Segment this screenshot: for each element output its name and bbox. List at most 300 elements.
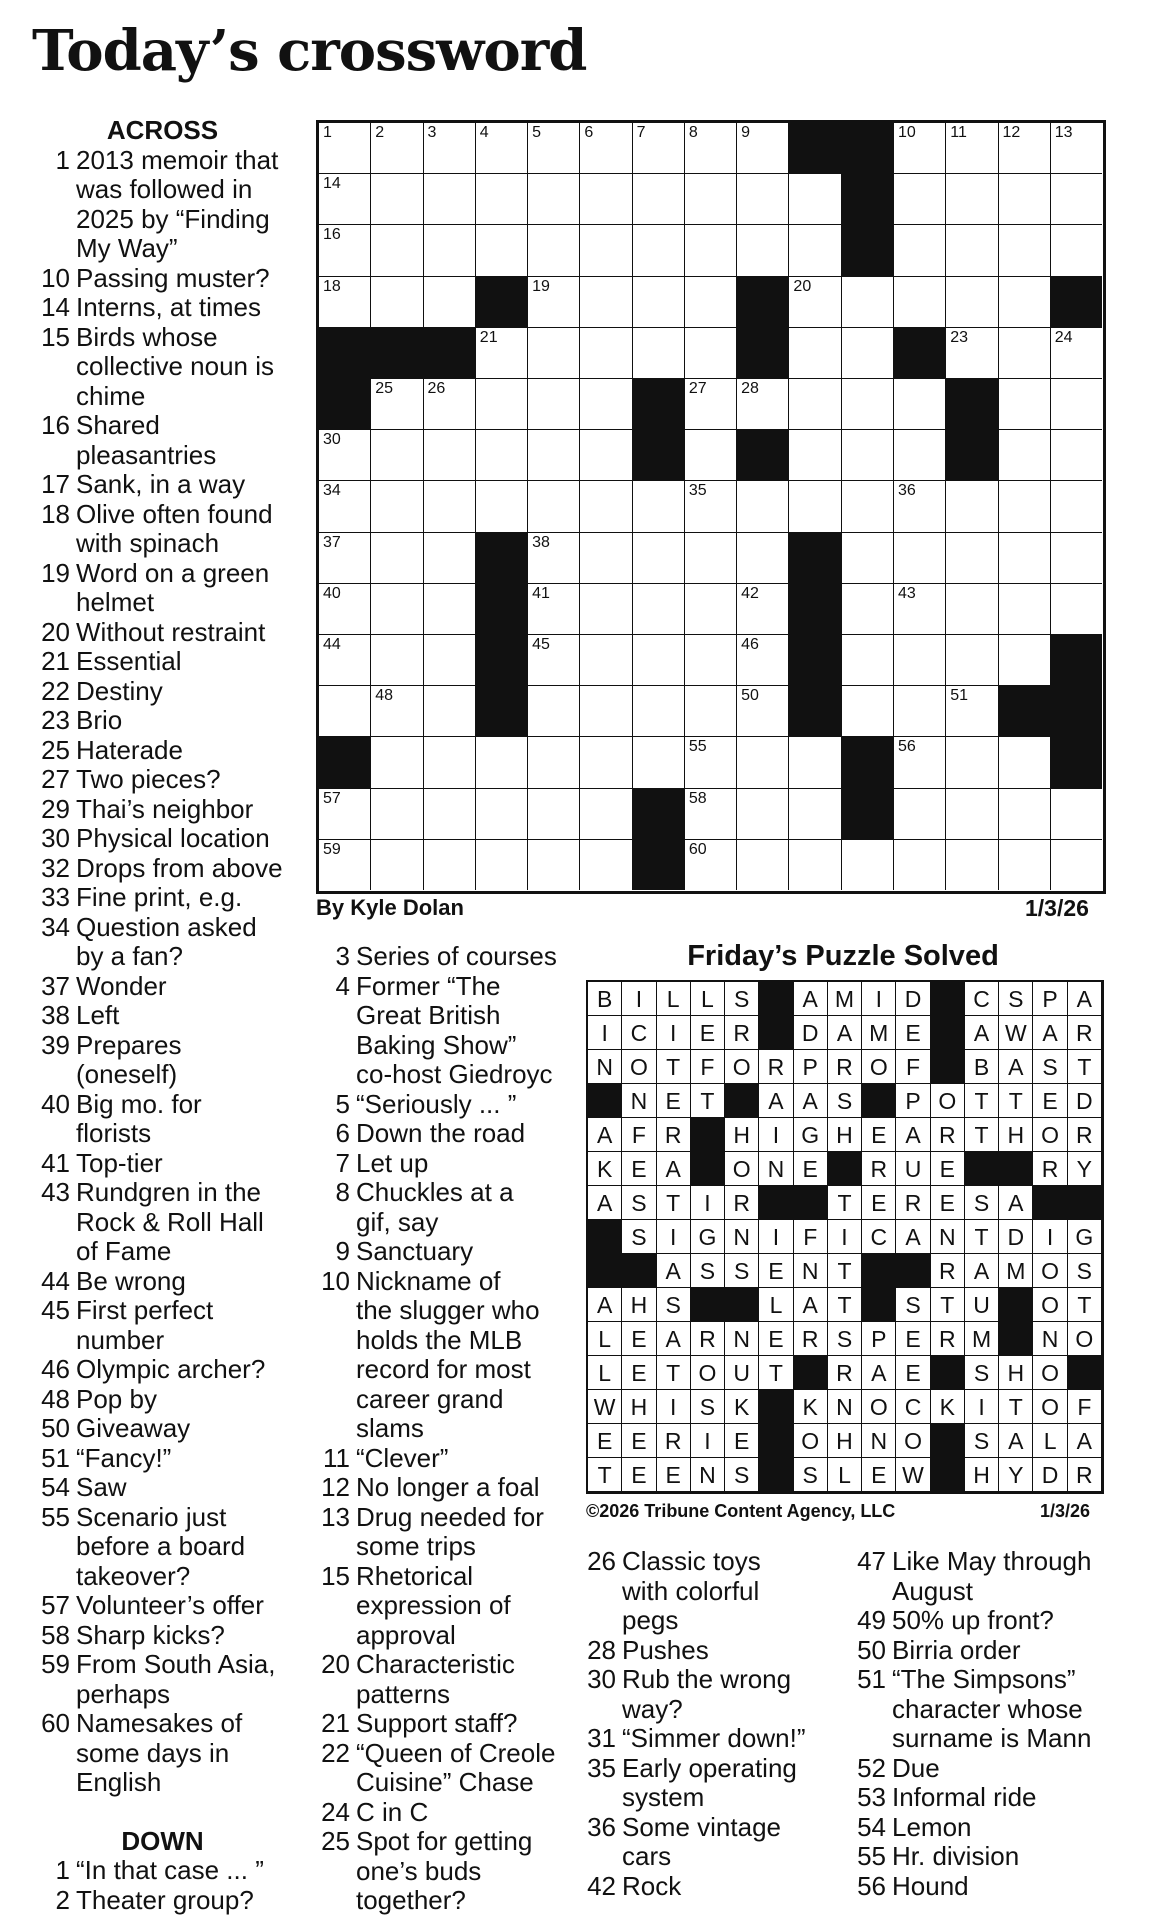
grid-cell[interactable] [946, 584, 998, 635]
clue-number: 31 [587, 1723, 616, 1753]
clue-line [576, 1547, 846, 1577]
grid-cell[interactable] [424, 123, 476, 174]
clue-number [310, 1857, 356, 1887]
clue-text: holds the MLB [356, 1324, 523, 1355]
grid-cell[interactable] [999, 635, 1051, 686]
clue-text: Rub the wrong [622, 1664, 792, 1694]
grid-cell[interactable] [528, 225, 580, 276]
grid-cell[interactable] [319, 430, 371, 481]
grid-cell[interactable] [685, 737, 737, 788]
grid-cell[interactable] [1051, 789, 1102, 840]
grid-cell[interactable] [1051, 379, 1102, 430]
clue-text: approval [356, 1619, 456, 1650]
solution-letter: E [759, 1254, 793, 1288]
solution-letter: O [1033, 1254, 1067, 1288]
black-square [842, 789, 894, 840]
grid-cell[interactable] [789, 225, 841, 276]
grid-cell[interactable] [580, 737, 632, 788]
grid-cell[interactable] [685, 533, 737, 584]
grid-cell[interactable] [894, 430, 946, 481]
grid-cell[interactable] [424, 840, 476, 890]
grid-cell[interactable] [842, 635, 894, 686]
grid-cell[interactable] [999, 789, 1051, 840]
clue-text: Drug needed for [356, 1501, 544, 1532]
grid-cell[interactable] [1051, 328, 1102, 379]
grid-cell[interactable] [580, 174, 632, 225]
grid-cell[interactable] [528, 686, 580, 737]
solution-letter: C [896, 1390, 930, 1424]
grid-cell[interactable] [424, 379, 476, 430]
grid-cell[interactable] [424, 277, 476, 328]
solution-black-square [999, 1288, 1033, 1322]
clue-number: 54 [41, 1472, 70, 1502]
grid-cell[interactable] [999, 379, 1051, 430]
clue-number: 34 [41, 911, 70, 942]
grid-cell[interactable] [371, 635, 423, 686]
grid-cell[interactable] [685, 686, 737, 737]
solution-letter: N [931, 1220, 965, 1254]
clue-number: 47 [857, 1546, 886, 1576]
clue-text: Rundgren in the [76, 1177, 262, 1207]
grid-cell[interactable] [319, 840, 371, 890]
solution-letter: E [657, 1458, 691, 1492]
grid-cell[interactable] [424, 481, 476, 532]
clue-text: C in C [356, 1796, 429, 1827]
grid-cell[interactable] [789, 481, 841, 532]
solution-letter: C [622, 1016, 656, 1050]
grid-cell[interactable] [371, 686, 423, 737]
grid-cell[interactable] [476, 840, 528, 890]
grid-cell[interactable] [476, 430, 528, 481]
grid-cell[interactable] [737, 840, 789, 890]
grid-cell[interactable] [528, 789, 580, 840]
solution-black-square [691, 1118, 725, 1152]
grid-cell[interactable] [633, 635, 685, 686]
grid-cell[interactable] [685, 635, 737, 686]
grid-cell[interactable] [737, 789, 789, 840]
clue-text: First perfect [76, 1295, 214, 1325]
solution-letter: H [999, 1356, 1033, 1390]
grid-cell[interactable] [1051, 225, 1102, 276]
grid-cell[interactable] [737, 686, 789, 737]
cell-number: 1 [323, 124, 332, 141]
solution-black-square [759, 1458, 793, 1492]
grid-cell[interactable] [476, 737, 528, 788]
solution-letter: E [896, 1016, 930, 1050]
grid-cell[interactable] [789, 379, 841, 430]
black-square [1051, 635, 1102, 686]
clue-line [30, 647, 295, 677]
grid-cell[interactable] [842, 328, 894, 379]
grid-cell[interactable] [842, 840, 894, 890]
clue-text: No longer a foal [356, 1472, 540, 1502]
black-square [633, 789, 685, 840]
grid-cell[interactable] [999, 737, 1051, 788]
grid-cell[interactable] [319, 123, 371, 174]
cell-number: 57 [323, 789, 341, 807]
grid-cell[interactable] [528, 123, 580, 174]
clue-line [30, 1178, 295, 1208]
clue-line [310, 1178, 580, 1208]
solution-letter: P [794, 1050, 828, 1084]
clue-line [846, 1872, 1116, 1902]
grid-cell[interactable] [633, 737, 685, 788]
grid-cell[interactable] [894, 123, 946, 174]
grid-cell[interactable] [528, 174, 580, 225]
grid-cell[interactable] [685, 789, 737, 840]
grid-cell[interactable] [424, 533, 476, 584]
grid-cell[interactable] [528, 277, 580, 328]
grid-cell[interactable] [424, 430, 476, 481]
clue-number [30, 1739, 76, 1769]
grid-cell[interactable] [633, 277, 685, 328]
grid-cell[interactable] [580, 686, 632, 737]
grid-cell[interactable] [633, 533, 685, 584]
grid-cell[interactable] [737, 533, 789, 584]
solution-letter: T [965, 1118, 999, 1152]
clue-number: 37 [41, 970, 70, 1001]
grid-cell[interactable] [946, 481, 998, 532]
grid-cell[interactable] [319, 533, 371, 584]
solution-letter: S [622, 1220, 656, 1254]
solution-letter: A [588, 1186, 622, 1220]
clue-text: Spot for getting [356, 1826, 533, 1856]
clue-text: some trips [356, 1531, 476, 1561]
grid-cell[interactable] [319, 789, 371, 840]
clue-number [310, 1208, 356, 1238]
clue-text: Informal ride [892, 1782, 1037, 1812]
clue-text: Prepares [76, 1029, 182, 1060]
grid-cell[interactable] [842, 430, 894, 481]
grid-cell[interactable] [371, 174, 423, 225]
grid-cell[interactable] [894, 277, 946, 328]
clue-number [30, 234, 76, 264]
clue-number: 48 [41, 1383, 70, 1414]
grid-cell[interactable] [842, 686, 894, 737]
grid-cell[interactable] [424, 789, 476, 840]
grid-cell[interactable] [737, 584, 789, 635]
grid-cell[interactable] [476, 225, 528, 276]
grid-cell[interactable] [946, 840, 998, 890]
grid-cell[interactable] [371, 481, 423, 532]
clue-text: Characteristic [356, 1649, 515, 1679]
grid-cell[interactable] [424, 686, 476, 737]
clue-text: Former “The [356, 970, 501, 1001]
grid-cell[interactable] [424, 225, 476, 276]
clue-text: some days in [76, 1737, 230, 1768]
grid-cell[interactable] [894, 481, 946, 532]
cell-number: 14 [323, 175, 341, 193]
clue-text: Top-tier [76, 1147, 163, 1178]
clue-text: Scenario just [76, 1501, 227, 1532]
grid-cell[interactable] [580, 840, 632, 890]
solution-letter: F [896, 1050, 930, 1084]
clue-line [30, 470, 295, 500]
grid-cell[interactable] [737, 481, 789, 532]
grid-cell[interactable] [528, 533, 580, 584]
solution-letter: A [1068, 1424, 1102, 1458]
clue-text: Saw [76, 1472, 127, 1502]
grid-cell[interactable] [685, 277, 737, 328]
clue-text: Some vintage [622, 1811, 781, 1842]
grid-cell[interactable] [999, 533, 1051, 584]
grid-cell[interactable] [789, 737, 841, 788]
solution-letter: G [691, 1220, 725, 1254]
grid-cell[interactable] [371, 584, 423, 635]
grid-cell[interactable] [580, 481, 632, 532]
grid-cell[interactable] [319, 481, 371, 532]
clue-text: system [622, 1782, 705, 1812]
solution-letter: N [725, 1220, 759, 1254]
clue-number: 57 [41, 1590, 70, 1620]
grid-cell[interactable] [789, 174, 841, 225]
grid-cell[interactable] [842, 481, 894, 532]
grid-cell[interactable] [737, 379, 789, 430]
grid-cell[interactable] [737, 225, 789, 276]
down-list-part-4 [846, 1547, 1116, 1901]
clue-text: Pop by [76, 1383, 157, 1414]
grid-cell[interactable] [946, 737, 998, 788]
grid-cell[interactable] [946, 686, 998, 737]
grid-cell[interactable] [894, 737, 946, 788]
clue-text: Physical location [76, 823, 270, 853]
grid-cell[interactable] [946, 328, 998, 379]
grid-cell[interactable] [999, 481, 1051, 532]
grid-cell[interactable] [946, 225, 998, 276]
clue-line [30, 1473, 295, 1503]
cell-number: 23 [950, 328, 969, 346]
clue-number: 55 [857, 1841, 886, 1871]
grid-cell[interactable] [528, 481, 580, 532]
grid-cell[interactable] [580, 584, 632, 635]
grid-cell[interactable] [371, 379, 423, 430]
grid-cell[interactable] [685, 840, 737, 890]
clue-line [310, 1886, 580, 1916]
crossword-grid[interactable] [316, 120, 1106, 894]
grid-cell[interactable] [1051, 584, 1102, 635]
grid-cell[interactable] [476, 789, 528, 840]
clue-number: 28 [587, 1634, 616, 1665]
grid-cell[interactable] [685, 584, 737, 635]
grid-cell[interactable] [319, 225, 371, 276]
grid-cell[interactable] [633, 123, 685, 174]
solution-letter: U [896, 1152, 930, 1186]
grid-cell[interactable] [946, 635, 998, 686]
grid-cell[interactable] [1051, 481, 1102, 532]
clue-text: Early operating [622, 1752, 797, 1783]
solution-letter: S [657, 1288, 691, 1322]
grid-cell[interactable] [1051, 123, 1102, 174]
grid-cell[interactable] [528, 430, 580, 481]
clue-number [310, 1680, 356, 1710]
solution-letter: R [862, 1152, 896, 1186]
grid-cell[interactable] [1051, 533, 1102, 584]
clue-text: Lemon [892, 1811, 972, 1842]
grid-cell[interactable] [894, 686, 946, 737]
clue-number [30, 175, 76, 205]
clue-text: Birds whose [76, 321, 218, 352]
solution-letter: E [896, 1356, 930, 1390]
clue-number: 40 [41, 1088, 70, 1119]
grid-cell[interactable] [528, 635, 580, 686]
grid-cell[interactable] [737, 123, 789, 174]
grid-cell[interactable] [894, 533, 946, 584]
grid-cell[interactable] [999, 328, 1051, 379]
clue-number: 54 [857, 1811, 886, 1842]
grid-cell[interactable] [371, 533, 423, 584]
grid-cell[interactable] [528, 379, 580, 430]
black-square [633, 840, 685, 890]
clue-line [310, 1591, 580, 1621]
clue-line [310, 1444, 580, 1474]
grid-cell[interactable] [580, 379, 632, 430]
grid-cell[interactable] [633, 686, 685, 737]
grid-cell[interactable] [424, 174, 476, 225]
grid-cell[interactable] [789, 840, 841, 890]
clue-text: surname is Mann [892, 1723, 1092, 1753]
black-square [319, 737, 371, 788]
clue-line [30, 588, 295, 618]
grid-cell[interactable] [633, 328, 685, 379]
grid-cell[interactable] [528, 584, 580, 635]
grid-cell[interactable] [371, 277, 423, 328]
clue-text: Volunteer’s offer [76, 1590, 264, 1620]
solution-letter: E [1033, 1084, 1067, 1118]
clue-line [30, 824, 295, 854]
grid-cell[interactable] [371, 123, 423, 174]
clue-line [576, 1724, 846, 1754]
grid-cell[interactable] [476, 328, 528, 379]
grid-cell[interactable] [946, 533, 998, 584]
grid-cell[interactable] [1051, 174, 1102, 225]
clue-line [30, 1591, 295, 1621]
grid-cell[interactable] [685, 430, 737, 481]
grid-cell[interactable] [894, 840, 946, 890]
solution-letter: M [965, 1322, 999, 1356]
grid-cell[interactable] [633, 584, 685, 635]
grid-cell[interactable] [842, 379, 894, 430]
grid-cell[interactable] [424, 635, 476, 686]
grid-cell[interactable] [580, 430, 632, 481]
grid-cell[interactable] [894, 225, 946, 276]
grid-cell[interactable] [685, 174, 737, 225]
across-clues [30, 116, 295, 1915]
grid-cell[interactable] [476, 174, 528, 225]
clue-text: chime [76, 380, 146, 411]
grid-cell[interactable] [1051, 430, 1102, 481]
grid-cell[interactable] [946, 789, 998, 840]
grid-cell[interactable] [789, 277, 841, 328]
grid-cell[interactable] [476, 123, 528, 174]
solution-letter: R [931, 1322, 965, 1356]
grid-cell[interactable] [580, 635, 632, 686]
grid-cell[interactable] [476, 379, 528, 430]
grid-cell[interactable] [319, 277, 371, 328]
clue-number [30, 1532, 76, 1562]
solution-letter: S [1068, 1254, 1102, 1288]
grid-cell[interactable] [1051, 840, 1102, 890]
grid-cell[interactable] [946, 123, 998, 174]
grid-cell[interactable] [894, 789, 946, 840]
grid-cell[interactable] [371, 789, 423, 840]
grid-cell[interactable] [319, 584, 371, 635]
solution-black-square [931, 1356, 965, 1390]
clue-number: 41 [41, 1147, 70, 1178]
grid-cell[interactable] [999, 840, 1051, 890]
grid-cell[interactable] [999, 430, 1051, 481]
clue-number: 20 [321, 1649, 350, 1679]
grid-cell[interactable] [319, 174, 371, 225]
grid-cell[interactable] [371, 430, 423, 481]
grid-cell[interactable] [789, 430, 841, 481]
grid-cell[interactable] [580, 328, 632, 379]
grid-cell[interactable] [685, 328, 737, 379]
grid-cell[interactable] [999, 584, 1051, 635]
grid-cell[interactable] [999, 225, 1051, 276]
grid-cell[interactable] [789, 328, 841, 379]
solution-letter: M [999, 1254, 1033, 1288]
page-title: Today’s crossword [32, 18, 587, 84]
grid-cell[interactable] [580, 789, 632, 840]
grid-cell[interactable] [842, 277, 894, 328]
grid-cell[interactable] [999, 123, 1051, 174]
grid-cell[interactable] [842, 533, 894, 584]
grid-cell[interactable] [580, 123, 632, 174]
grid-cell[interactable] [737, 174, 789, 225]
black-square [371, 328, 423, 379]
grid-cell[interactable] [528, 328, 580, 379]
grid-cell[interactable] [633, 174, 685, 225]
grid-cell[interactable] [580, 533, 632, 584]
grid-cell[interactable] [319, 635, 371, 686]
grid-cell[interactable] [424, 584, 476, 635]
grid-cell[interactable] [894, 584, 946, 635]
grid-cell[interactable] [946, 174, 998, 225]
grid-cell[interactable] [580, 225, 632, 276]
grid-cell[interactable] [371, 737, 423, 788]
solution-letter: R [657, 1118, 691, 1152]
grid-cell[interactable] [789, 789, 841, 840]
grid-cell[interactable] [476, 481, 528, 532]
grid-cell[interactable] [894, 379, 946, 430]
grid-cell[interactable] [737, 737, 789, 788]
grid-cell[interactable] [528, 840, 580, 890]
grid-cell[interactable] [685, 379, 737, 430]
grid-cell[interactable] [685, 123, 737, 174]
grid-cell[interactable] [319, 686, 371, 737]
grid-cell[interactable] [528, 737, 580, 788]
clue-line [310, 1798, 580, 1828]
solution-black-square [759, 1186, 793, 1220]
grid-cell[interactable] [580, 277, 632, 328]
grid-cell[interactable] [946, 277, 998, 328]
grid-cell[interactable] [894, 174, 946, 225]
grid-cell[interactable] [842, 584, 894, 635]
grid-cell[interactable] [424, 737, 476, 788]
grid-cell[interactable] [371, 225, 423, 276]
grid-cell[interactable] [685, 225, 737, 276]
grid-cell[interactable] [371, 840, 423, 890]
grid-cell[interactable] [894, 635, 946, 686]
cell-number: 26 [427, 380, 446, 397]
grid-cell[interactable] [999, 277, 1051, 328]
clue-number [30, 1326, 76, 1356]
grid-cell[interactable] [999, 174, 1051, 225]
grid-cell[interactable] [633, 225, 685, 276]
grid-cell[interactable] [737, 635, 789, 686]
grid-cell[interactable] [633, 481, 685, 532]
grid-cell[interactable] [685, 481, 737, 532]
